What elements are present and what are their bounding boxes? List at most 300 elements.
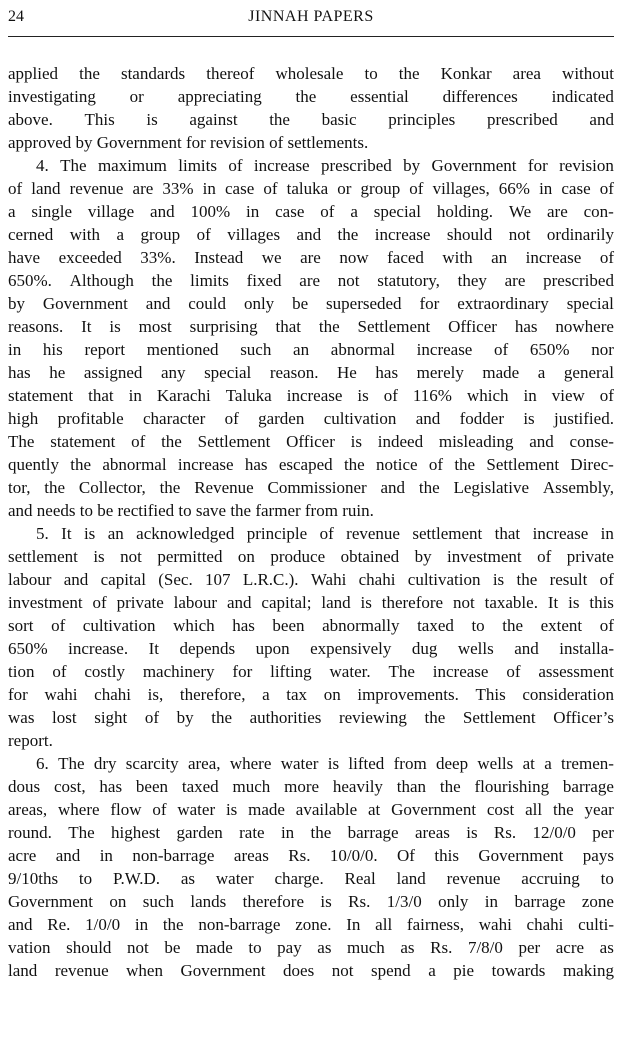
word: mentioned [146,340,219,359]
word: by [176,708,194,727]
word: nowhere [555,317,614,336]
word: water [215,869,254,888]
text-line [8,384,614,407]
word: installa- [559,639,614,658]
word: special [204,363,252,382]
word: water. [329,662,371,681]
word: reviewing [338,708,407,727]
word: con- [583,202,614,221]
word: abnormal [102,455,167,474]
word: the [552,800,574,819]
word: dous [8,777,41,796]
word: Settlement [357,317,431,336]
word: lands [190,892,227,911]
word: we [261,248,282,267]
word: could [188,294,227,313]
word: In [346,915,361,934]
word: abnormally [322,616,400,635]
text-line [8,315,614,338]
word: Wahi [310,570,347,589]
word: non-barrage [198,915,281,934]
word: is [225,800,238,819]
word: Direc- [570,455,614,474]
word: and [380,478,406,497]
word: as [400,938,415,957]
word: he [49,363,66,382]
word: permitted [157,547,223,566]
word: the [159,478,181,497]
word: statutory, [377,271,440,290]
word: 9/10ths [8,869,59,888]
word: thereof [206,64,255,83]
word: as [317,938,332,957]
word: of [599,248,614,267]
word: the [337,225,359,244]
word: have [8,248,41,267]
text-line [8,913,614,936]
body-text [8,62,614,982]
word: available [295,800,358,819]
word: heavily [332,777,383,796]
word: 650% [8,639,48,658]
word: the [211,708,232,727]
word: Commissioner [267,478,367,497]
word: taxable. [484,593,538,612]
word: general [563,363,614,382]
word: a [116,225,124,244]
word: not [452,593,475,612]
text-line [8,453,614,476]
word: garden [258,409,305,428]
word: therefore, [179,685,246,704]
text-line: approved by Government for revision of settlements. [8,133,369,152]
word: capital; [261,593,312,612]
word: any [160,363,186,382]
word: round. [8,823,52,842]
word: acre [555,938,585,957]
text-line [8,223,614,246]
word: It [61,524,72,543]
word: in [134,915,149,934]
word: areas [414,823,450,842]
word: his [42,340,63,359]
word: lifted [348,754,385,773]
word: when [126,961,163,980]
text-line [8,706,614,729]
word: the [424,708,446,727]
word: to [600,869,614,888]
word: for [527,156,548,175]
word: The [68,823,95,842]
word: vation [8,938,51,957]
word: special [566,294,614,313]
word: been [135,777,169,796]
word: area [512,64,541,83]
word: they [457,271,487,290]
word: the [439,777,461,796]
word: or [129,87,144,106]
text-line [8,246,614,269]
word: the [79,64,100,83]
text-line [8,430,614,453]
word: labour [173,593,218,612]
word: an [491,248,508,267]
word: the [269,110,290,129]
text-line [8,660,614,683]
text-line [8,614,614,637]
word: Government [42,294,128,313]
word: been [272,616,305,635]
word: Officer’s [553,708,614,727]
word: this [434,846,459,865]
word: appreciating [177,87,262,106]
word: conse- [569,432,614,451]
text-line [8,798,614,821]
word: should [66,938,112,957]
text-line [8,959,614,982]
word: 107 [205,570,231,589]
word: barrage [514,892,566,911]
word: of [263,179,278,198]
text-line [8,844,614,867]
word: assigned [83,363,143,382]
word: and [589,110,614,129]
word: Rs. [348,892,371,911]
word: of [224,409,239,428]
word: 33%. [140,248,176,267]
word: to [471,616,485,635]
word: pay [277,938,302,957]
word: costly [84,662,125,681]
word: in [128,386,142,405]
word: zone [581,892,614,911]
text-line [8,775,614,798]
word: a [544,754,552,773]
word: is [523,409,535,428]
word: has [514,317,538,336]
word: has [244,455,268,474]
word: expensively [310,639,392,658]
word: justified. [553,409,614,428]
word: are [132,179,154,198]
word: prescribed [543,271,614,290]
word: limits [190,271,229,290]
word: This [84,110,115,129]
word: on [237,547,255,566]
word: from [393,754,427,773]
word: and [296,225,322,244]
word: be [292,294,309,313]
word: in [539,179,553,198]
word: Taluka [225,386,272,405]
word: is [320,892,332,911]
word: of [8,179,23,198]
word: where [229,754,272,773]
word: such [142,892,174,911]
word: single [31,202,73,221]
word: cultivation [407,570,481,589]
word: standards [120,64,186,83]
word: a [262,685,270,704]
word: labour [8,570,52,589]
word: acknowledged [136,524,235,543]
word: of [228,156,243,175]
text-line [8,177,614,200]
word: 12/0/0 [532,823,576,842]
word: to [248,938,262,957]
word: in [246,202,260,221]
word: area, [187,754,221,773]
word: wells [457,639,494,658]
word: sort [8,616,34,635]
word: The [8,432,35,451]
word: of [383,386,398,405]
word: of [320,202,335,221]
word: group [140,225,181,244]
word: holding. [436,202,494,221]
word: improvements. [357,685,459,704]
word: a [428,961,436,980]
text-line [8,522,614,545]
word: was [8,708,35,727]
word: is [492,570,505,589]
word: much [347,938,385,957]
word: is, [147,685,164,704]
word: Settlement [486,455,560,474]
word: such [240,340,272,359]
word: water [280,754,319,773]
word: of [196,225,211,244]
word: ordinarily [546,225,614,244]
word: of [494,340,509,359]
text-line [8,890,614,913]
word: of [506,662,521,681]
word: by [8,294,25,313]
word: revision [559,156,614,175]
word: capital [100,570,146,589]
text-line [8,361,614,384]
word: water [177,800,216,819]
word: private [566,547,614,566]
word: indicated [551,87,614,106]
word: maximum [97,156,167,175]
word: It [81,317,92,336]
word: group [360,179,401,198]
word: surprising [189,317,258,336]
word: making [562,961,614,980]
word: the [44,478,66,497]
word: of [409,179,424,198]
word: barrage [562,777,614,796]
word: is [466,823,478,842]
word: in [600,524,614,543]
word: and [150,202,175,221]
word: a [537,363,546,382]
text-line [8,269,614,292]
word: village [87,202,135,221]
word: in [280,823,295,842]
text-line [8,821,614,844]
word: taxed [181,777,219,796]
word: lifting [270,662,312,681]
word: settlement [412,524,483,543]
word: land [31,179,61,198]
word: charge. [274,869,324,888]
word: is [350,432,362,451]
word: of [51,616,66,635]
word: special [373,202,421,221]
word: the [516,570,538,589]
word: reasons. [8,317,64,336]
word: statement [50,432,116,451]
word: which [173,616,215,635]
word: We [508,202,532,221]
word: this [589,593,614,612]
word: therefore [381,593,444,612]
word: abnormal [330,340,395,359]
text-line [8,867,614,890]
word: tor, [8,478,31,497]
text-line [8,200,614,223]
word: land [396,869,426,888]
text-line [8,591,614,614]
word: increase [416,340,473,359]
word: tion [8,662,35,681]
word: are [299,271,321,290]
word: case [225,179,255,198]
word: wahi [478,915,512,934]
word: Collector, [78,478,146,497]
word: the [295,87,317,106]
word: has [375,363,399,382]
word: increase [177,455,234,474]
word: that [494,524,521,543]
word: per [592,823,614,842]
word: Assembly, [542,478,614,497]
word: wahi [44,685,78,704]
word: on [323,685,341,704]
word: investigating [8,87,96,106]
word: taluka [286,179,329,198]
word: is [568,593,580,612]
word: a [8,202,16,221]
text-line [8,85,614,108]
word: and [55,846,81,865]
word: per [518,938,541,957]
word: is [357,386,369,405]
word: made [482,363,520,382]
word: 1/0/0 [85,915,121,934]
text-line [8,108,614,131]
word: of [319,524,334,543]
word: revenue [446,869,501,888]
word: private [116,593,164,612]
word: Karachi [156,386,211,405]
word: in [8,340,22,359]
word: pie [453,961,475,980]
word: the [161,432,182,451]
word: most [138,317,172,336]
word: increase. [68,639,129,658]
word: by [403,156,421,175]
word: in [484,892,499,911]
word: increase [532,524,589,543]
word: revenue [69,179,124,198]
word: all [375,915,393,934]
word: dug [411,639,438,658]
word: and [145,294,171,313]
word: cerned [8,225,54,244]
word: Officer [286,432,335,451]
word: is [109,317,121,336]
word: basic [321,110,357,129]
word: villages, [432,179,490,198]
word: case [561,179,591,198]
word: Settlement [462,708,536,727]
word: 33% [162,179,194,198]
text-line [8,637,614,660]
word: authorities [249,708,322,727]
word: in [99,846,113,865]
text-line [8,476,614,499]
word: flourishing [474,777,550,796]
word: flow [110,800,142,819]
word: not [331,961,354,980]
word: essential [350,87,409,106]
word: areas [233,846,269,865]
word: rate [239,823,265,842]
word: Settlement [197,432,271,451]
word: above. [8,110,53,129]
word: produce [270,547,326,566]
word: of [599,616,614,635]
word: land [321,593,351,612]
word: now [339,248,369,267]
text-line [8,752,614,775]
word: where [58,800,100,819]
word: much [232,777,271,796]
word: pays [582,846,614,865]
word: differences [442,87,518,106]
word: increase [374,225,431,244]
word: made [195,938,233,957]
word: of [52,662,67,681]
word: the [310,823,332,842]
word: chahi [94,685,131,704]
page-header [8,6,614,32]
word: quently [8,455,59,474]
word: is [327,754,340,773]
word: has [99,777,123,796]
word: and [8,915,33,934]
word: limits [178,156,217,175]
word: made [248,800,285,819]
word: and [529,432,554,451]
word: increase [286,386,343,405]
word: Although [69,271,134,290]
running-head: JINNAH PAPERS [248,8,374,25]
word: tremen- [561,754,614,773]
word: Government [478,846,564,865]
word: extent [540,616,583,635]
word: 650% [529,340,570,359]
word: prescribed [486,110,558,129]
word: are [300,248,321,267]
word: Rs. [493,823,517,842]
word: zone. [295,915,332,934]
word: non-barrage [132,846,215,865]
word: obtained [340,547,400,566]
